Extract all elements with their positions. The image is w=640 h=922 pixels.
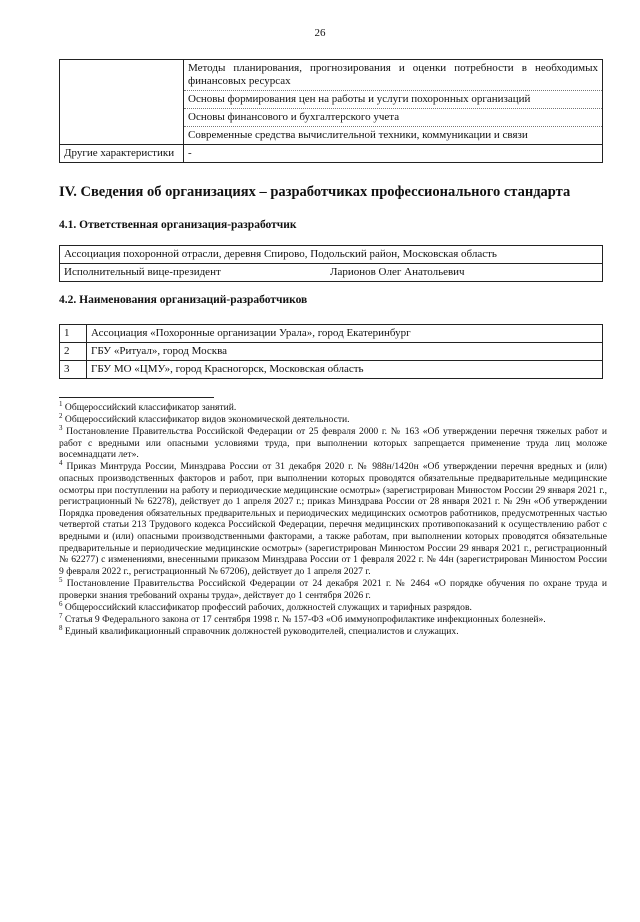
developer-name: ГБУ МО «ЦМУ», город Красногорск, Московская область: [87, 361, 603, 379]
developers-heading: 4.2. Наименования организаций-разработчиков: [59, 294, 308, 306]
developer-name: Ассоциация «Похоронные организации Урала», город Екатеринбург: [87, 325, 603, 343]
footnotes: [59, 399, 607, 638]
knowledge-table: [59, 59, 603, 163]
footnote-mark: 8: [59, 623, 63, 632]
footnote-text: Постановление Правительства Российской Федерации от 25 февраля 2000 г. № 163 «Об утверждении перечня тяжелых работ и работ с вредными или опасными условиями труда, при выполнении которых запрещается применение труда лиц моложе восемнадцати лет».: [59, 426, 607, 461]
knowledge-items-cell: [184, 60, 603, 145]
table-row: [60, 343, 603, 361]
footnote: [59, 461, 607, 577]
developer-number: 2: [60, 343, 87, 361]
footnote: [59, 575, 607, 601]
page-number: 26: [314, 27, 326, 39]
knowledge-item: Современные средства вычислительной техники, коммуникации и связи: [188, 129, 528, 141]
footnote-text: Общероссийский классификатор занятий.: [64, 402, 237, 413]
footnote: [59, 599, 607, 614]
footnote-text: Приказ Минтруда России, Минздрава России от 31 декабря 2020 г. № 988н/1420н «Об утверждении перечня вредных и (или) опасных производственных факторов и работ, при выполнении которых проводятся обязательные предварительные медицинские осмотры при поступлении на работу и периодические медицинские осмотры» (зарегистрирован Минюстом России 29 января 2021 г., регистрационный № 62278), действует до 1 апреля 2027 г.; приказ Минздрава России от 28 января 2021 г. № 29н «Об утверждении Порядка проведения обязательных предварительных и периодических медицинских осмотров работников, предусмотренных частью четвертой статьи 213 Трудового кодекса Российской Федерации, перечня медицинских противопоказаний к осуществлению работ с вредными и (или) опасными производственными факторами, а также работам, при выполнении которых проводятся обязательные предварительные и периодические медицинские осмотры» (зарегистрирован Минюстом России 29 января 2021 г., регистрационный № 62277) с изменениями, внесенными приказом Минздрава России от 1 февраля 2022 г. № 44н (зарегистрирован Минюстом России 9 февраля 2022 г., регистрационный № 67206), действует до 1 апреля 2027 г.: [59, 461, 607, 577]
developer-number: 1: [60, 325, 87, 343]
footnote-separator: [59, 397, 214, 398]
footnote: [59, 611, 607, 626]
responsible-position: Исполнительный вице-президент: [64, 266, 221, 278]
responsible-person-row: [60, 264, 603, 282]
knowledge-item: Основы финансового и бухгалтерского учета: [184, 109, 602, 127]
footnote-mark: 6: [59, 599, 63, 608]
footnote: [59, 426, 607, 461]
footnote: [59, 399, 607, 414]
footnote-mark: 7: [59, 611, 63, 620]
responsible-org-table: [59, 245, 603, 282]
other-characteristics-value: -: [184, 145, 603, 163]
knowledge-item: Методы планирования, прогнозирования и оценки потребности в необходимых финансовых ресурсах: [184, 60, 602, 91]
footnote-mark: 1: [59, 399, 63, 408]
responsible-org-heading: 4.1. Ответственная организация-разработчик: [59, 219, 297, 231]
footnote-text: Общероссийский классификатор профессий рабочих, должностей служащих и тарифных разрядов.: [64, 601, 472, 613]
developer-name: ГБУ «Ритуал», город Москва: [87, 343, 603, 361]
footnote: [59, 411, 607, 426]
footnote-text: Постановление Правительства Российской Федерации от 24 декабря 2021 г. № 2464 «О порядке обучения по охране труда и проверки знания требований охраны труда», действует до 1 сентября 2026 г.: [59, 577, 607, 601]
section-title: IV. Сведения об организациях – разработчиках профессионального стандарта: [59, 184, 571, 200]
knowledge-item: Основы формирования цен на работы и услуги похоронных организаций: [184, 91, 602, 109]
footnote-mark: 4: [59, 459, 63, 468]
footnote-text: Статья 9 Федерального закона от 17 сентября 1998 г. № 157-ФЗ «Об иммунопрофилактике инфекционных болезней».: [64, 613, 546, 625]
footnote-mark: 5: [59, 575, 63, 584]
footnote-text: Единый квалификационный справочник должностей руководителей, специалистов и служащих.: [64, 625, 459, 637]
developers-table: [59, 324, 603, 379]
table-row: [60, 361, 603, 379]
responsible-person: Ларионов Олег Анатольевич: [330, 266, 465, 278]
table-row: [60, 325, 603, 343]
responsible-org-name: Ассоциация похоронной отрасли, деревня Спирово, Подольский район, Московская область: [60, 246, 603, 264]
knowledge-label-cell: [60, 60, 184, 145]
developer-number: 3: [60, 361, 87, 379]
footnote-mark: 2: [59, 411, 63, 420]
footnote-mark: 3: [59, 424, 63, 432]
other-characteristics-label: Другие характеристики: [60, 145, 184, 163]
footnote-text: Общероссийский классификатор видов экономической деятельности.: [64, 414, 350, 426]
footnote: [59, 623, 607, 638]
